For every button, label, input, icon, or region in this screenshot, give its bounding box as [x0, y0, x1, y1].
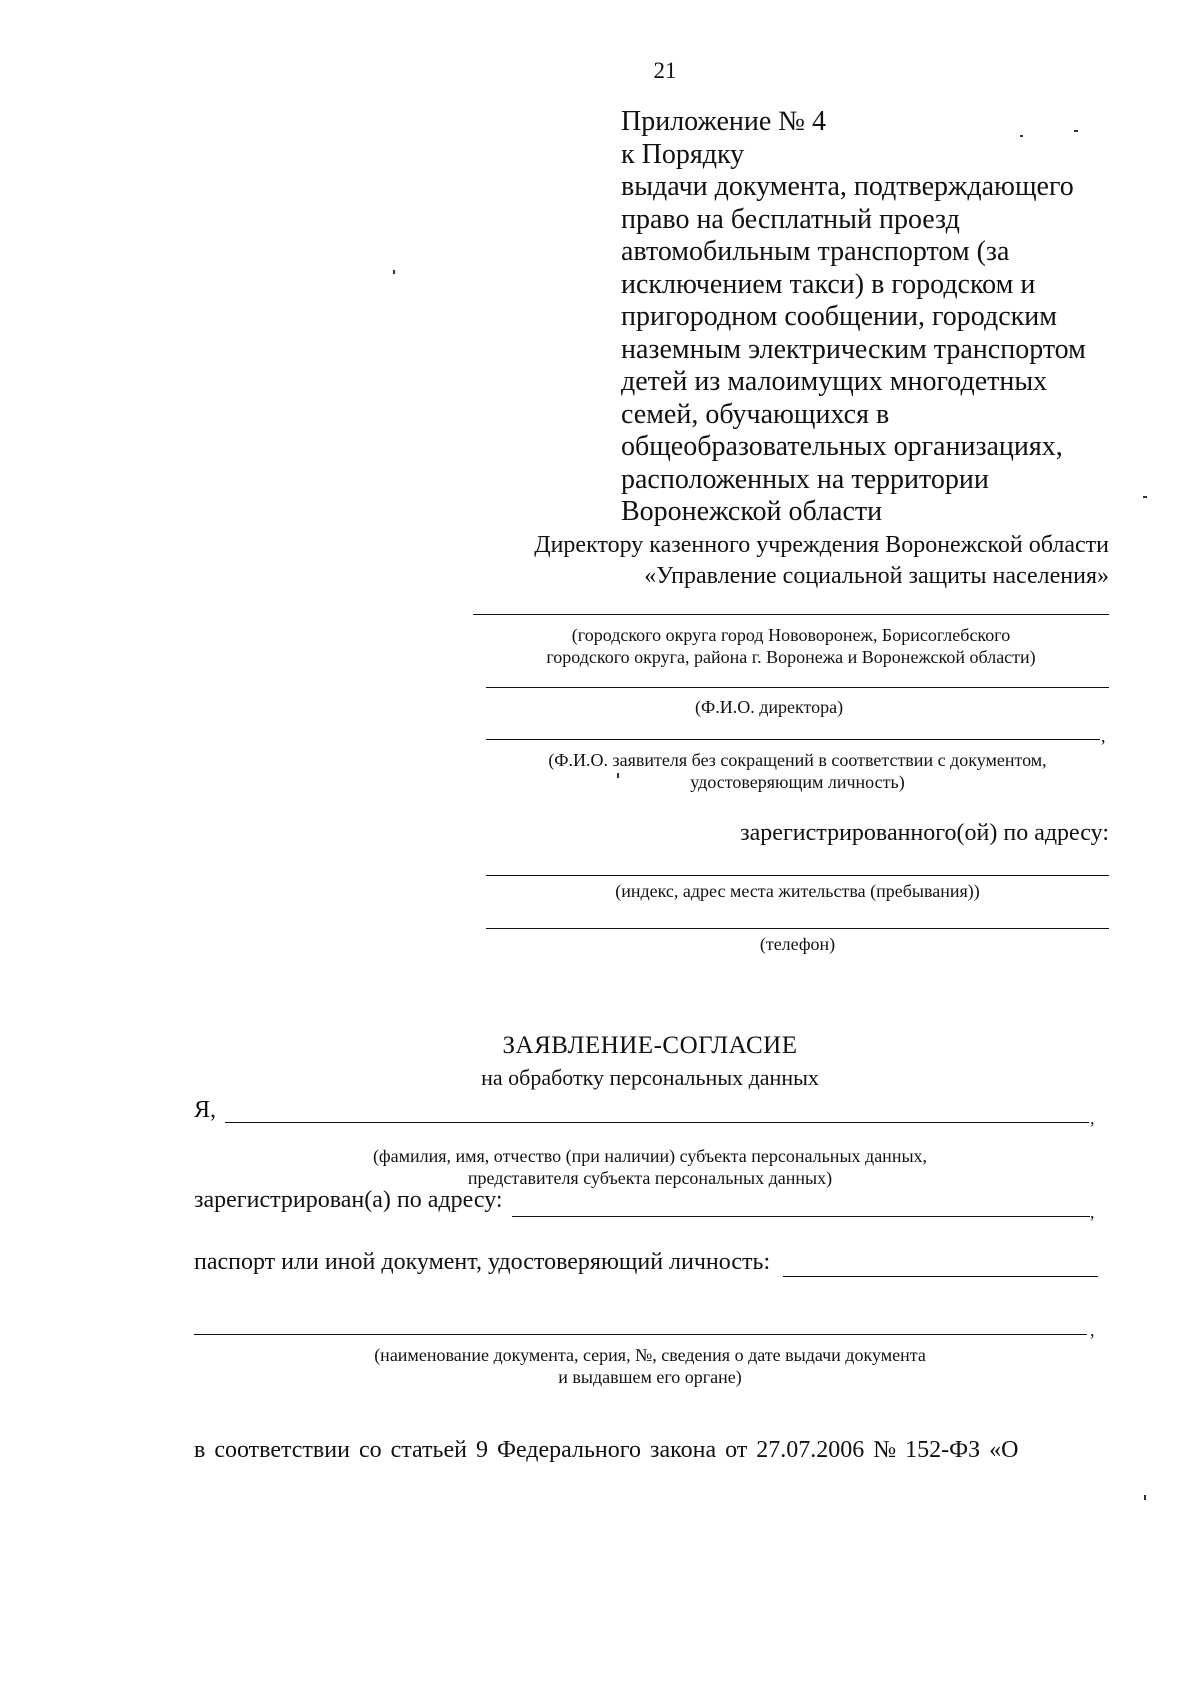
- appendix-line: общеобразовательных организациях,: [621, 431, 1063, 462]
- scan-speck: [1144, 1495, 1146, 1500]
- scan-speck: [617, 773, 619, 778]
- address-caption: (индекс, адрес места жительства (пребывания)): [615, 881, 980, 901]
- appendix-title: Приложение № 4: [621, 106, 826, 137]
- law-reference-text: в соответствии со статьей 9 Федерального закона от 27.07.2006 № 152-ФЗ «О: [194, 1437, 1019, 1463]
- subject-caption-1: (фамилия, имя, отчество (при наличии) субъекта персональных данных,: [372, 1146, 928, 1166]
- applicant-caption-1: (Ф.И.О. заявителя без сокращений в соответствии с документом,: [548, 750, 1047, 770]
- document-caption-2: и выдавшем его органе): [558, 1367, 742, 1387]
- phone-field-line[interactable]: [486, 928, 1109, 929]
- i-label: Я,: [194, 1097, 217, 1123]
- appendix-heading: [621, 106, 1086, 529]
- statement-title: ЗАЯВЛЕНИЕ-СОГЛАСИЕ: [502, 1032, 798, 1059]
- district-caption-1: (городского округа город Нововоронеж, Борисоглебского: [571, 625, 1011, 645]
- appendix-line: пригородном сообщении, городским: [621, 301, 1057, 332]
- phone-caption: (телефон): [759, 934, 836, 954]
- appendix-line: выдачи документа, подтверждающего: [621, 171, 1074, 202]
- scan-speck: [1074, 130, 1078, 132]
- document-field-line[interactable]: [194, 1334, 1087, 1335]
- applicant-field-line[interactable]: [486, 739, 1100, 740]
- registered-field-line[interactable]: [512, 1216, 1090, 1217]
- appendix-line: к Порядку: [621, 138, 745, 170]
- registered-address-label: зарегистрированного(ой) по адресу:: [740, 820, 1109, 846]
- addressee-line-2: «Управление социальной защиты населения»: [644, 563, 1109, 589]
- appendix-line: расположенных на территории: [621, 463, 989, 495]
- addressee-line-1: Директору казенного учреждения Воронежской области: [534, 532, 1109, 558]
- address-field-line[interactable]: [486, 875, 1109, 876]
- director-field-line[interactable]: [486, 687, 1109, 688]
- document-caption-1: (наименование документа, серия, №, сведения о дате выдачи документа: [374, 1345, 926, 1365]
- appendix-line: автомобильным транспортом (за: [621, 236, 1010, 267]
- district-caption-2: городского округа, района г. Воронежа и Воронежской области): [546, 647, 1036, 667]
- passport-field-line[interactable]: [783, 1276, 1098, 1277]
- scan-speck: [393, 270, 395, 274]
- subject-name-field-line[interactable]: [225, 1122, 1089, 1123]
- district-field-line[interactable]: [473, 614, 1109, 615]
- applicant-caption-2: удостоверяющим личность): [690, 772, 905, 792]
- scan-speck: [1020, 135, 1023, 137]
- scan-speck: [1143, 496, 1147, 498]
- applicant-comma: ,: [1101, 726, 1106, 746]
- statement-subtitle: на обработку персональных данных: [481, 1065, 819, 1090]
- director-caption: (Ф.И.О. директора): [695, 697, 844, 717]
- appendix-line: наземным электрическим транспортом: [621, 333, 1086, 365]
- subject-name-comma: ,: [1090, 1108, 1095, 1128]
- appendix-line: детей из малоимущих многодетных: [621, 366, 1048, 397]
- registered-label: зарегистрирован(а) по адресу:: [194, 1187, 503, 1213]
- passport-label: паспорт или иной документ, удостоверяющий личность:: [194, 1249, 771, 1275]
- subject-caption-2: представителя субъекта персональных данных): [467, 1168, 833, 1188]
- registered-comma: ,: [1090, 1202, 1095, 1222]
- appendix-line: исключением такси) в городском и: [621, 268, 1036, 300]
- appendix-line: право на бесплатный проезд: [621, 203, 960, 235]
- page-number: 21: [653, 58, 677, 83]
- appendix-line: Воронежской области: [621, 496, 883, 527]
- appendix-line: семей, обучающихся в: [621, 398, 890, 430]
- document-comma: ,: [1090, 1320, 1095, 1340]
